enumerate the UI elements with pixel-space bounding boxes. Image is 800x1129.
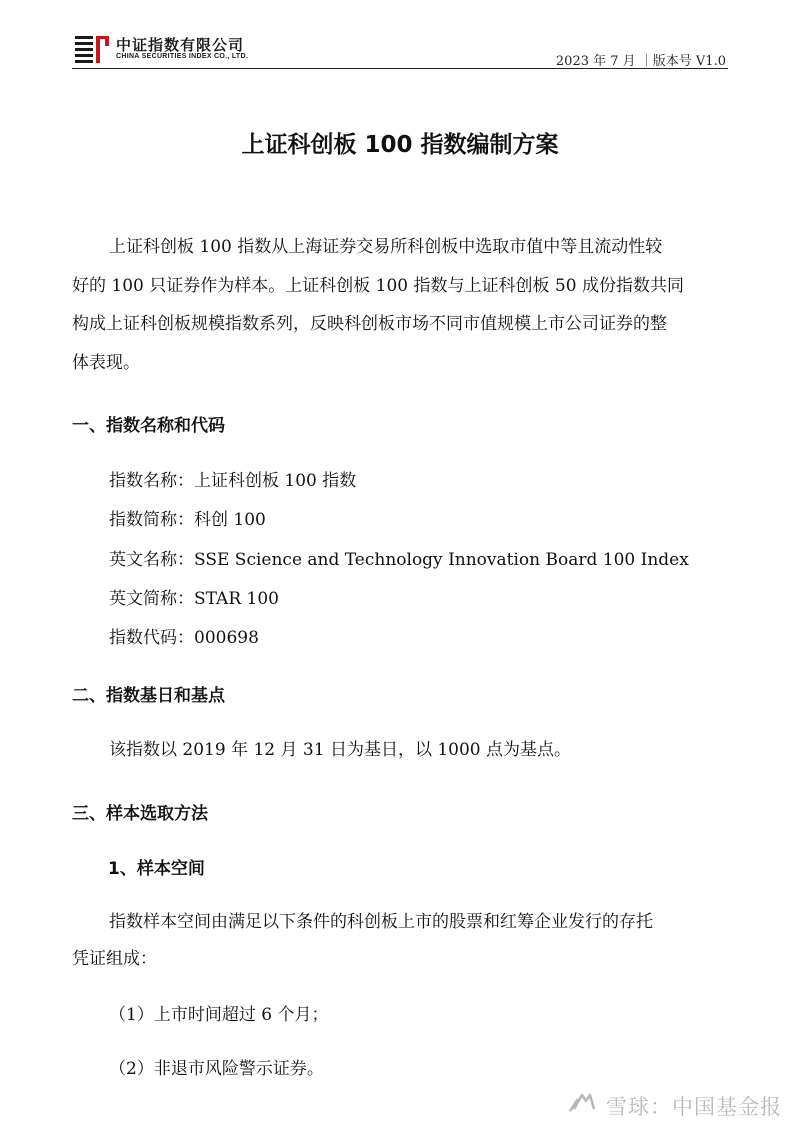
- sample-space-text: 凭证组成：: [72, 949, 157, 969]
- sub-heading-sample-space: 1、样本空间: [108, 859, 205, 879]
- xueqiu-watermark: [606, 1091, 782, 1121]
- section-heading-1: 一、指数名称和代码: [72, 416, 225, 436]
- page-header: [72, 30, 728, 70]
- snowball-icon: [568, 1089, 598, 1115]
- intro-line: 体表现。: [72, 352, 140, 373]
- section-heading-2: 二、指数基日和基点: [72, 686, 225, 706]
- sample-space-text: 指数样本空间由满足以下条件的科创板上市的股票和红筹企业发行的存托: [109, 912, 653, 932]
- intro-paragraph: [72, 228, 728, 382]
- index-code: 指数代码：000698: [109, 628, 259, 648]
- intro-line: 好的 100 只证券作为样本。上证科创板 100 指数与上证科创板 50 成份指数共同: [72, 275, 684, 296]
- version-info: 2023 年 7 月 ｜版本号 V1.0: [555, 54, 726, 69]
- section-heading-3: 三、样本选取方法: [72, 804, 208, 824]
- company-name-cn: 中证指数有限公司: [116, 36, 245, 54]
- index-name: 指数名称：上证科创板 100 指数: [109, 471, 357, 491]
- watermark-text: 雪球：中国基金报: [606, 1095, 782, 1119]
- intro-line: 构成上证科创板规模指数系列，反映科创板市场不同市值规模上市公司证券的整: [72, 314, 667, 334]
- index-short-name: 指数简称：科创 100: [109, 510, 266, 530]
- company-name-en: CHINA SECURITIES INDEX CO., LTD.: [116, 53, 249, 60]
- condition-item: （1）上市时间超过 6 个月；: [109, 1005, 329, 1025]
- intro-line: 上证科创板 100 指数从上海证券交易所科创板中选取市值中等且流动性较: [109, 237, 663, 257]
- condition-item: （2）非退市风险警示证券。: [109, 1059, 324, 1079]
- csi-logo-icon: [74, 34, 110, 64]
- index-english-name: 英文名称：SSE Science and Technology Innovation Board 100 Index: [109, 550, 689, 570]
- header-divider: [72, 68, 728, 69]
- index-english-short-name: 英文简称：STAR 100: [109, 589, 279, 609]
- base-date-text: 该指数以 2019 年 12 月 31 日为基日，以 1000 点为基点。: [109, 740, 572, 760]
- company-logo: [74, 32, 284, 66]
- document-title: 上证科创板 100 指数编制方案: [241, 132, 559, 158]
